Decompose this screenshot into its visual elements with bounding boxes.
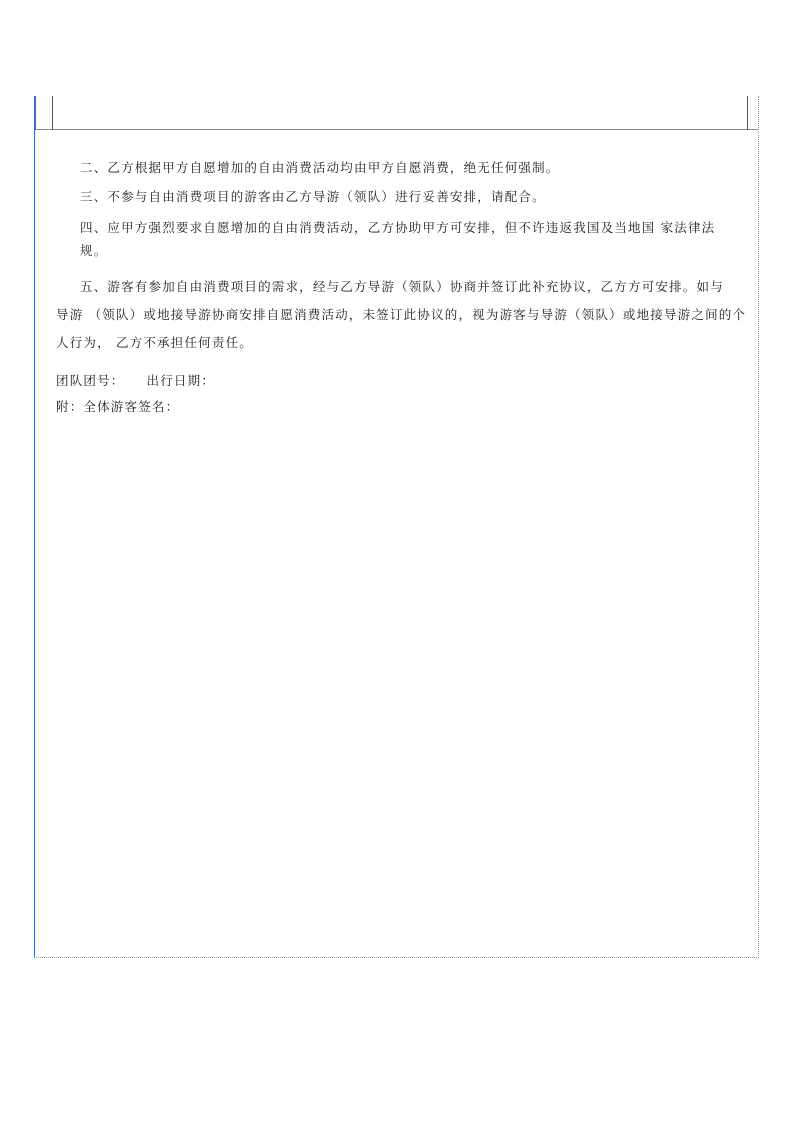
signature-label: 附：全体游客签名： xyxy=(56,399,180,414)
table-cell-divider-right xyxy=(747,96,748,130)
clause-five-line-1: 五、游客有参加自由消费项目的需求，经与乙方导游（领队）协商并签订此补充协议，乙方方可安排。如与 xyxy=(80,279,724,294)
table-top-row xyxy=(35,96,758,130)
clause-four-line-1: 四、应甲方强烈要求自愿增加的自由消费活动，乙方协助甲方可安排，但不许违返我国及当地国 家法律法 xyxy=(80,220,716,235)
clause-five-line-3: 人行为， 乙方不承担任何责任。 xyxy=(56,335,253,350)
clause-two: 二、乙方根据甲方自愿增加的自由消费活动均由甲方自愿消费，绝无任何强制。 xyxy=(80,160,560,175)
clause-four xyxy=(56,216,759,262)
departure-date-label: 出行日期： xyxy=(146,373,216,388)
cursor-marker xyxy=(34,96,36,130)
clause-five-line-2: 导游 （领队）或地接导游协商安排自愿消费活动，未签订此协议的，视为游客与导游（领队）或地接导游之间的个 xyxy=(56,307,747,322)
team-number-label: 团队团号： xyxy=(56,373,125,388)
clause-four-line-2: 规。 xyxy=(80,243,108,258)
table-cell-divider-left xyxy=(52,96,53,130)
team-info-line xyxy=(56,371,215,389)
clause-three: 三、不参与自由消费项目的游客由乙方导游（领队）进行妥善安排，请配合。 xyxy=(80,189,546,204)
clause-five xyxy=(56,273,759,357)
